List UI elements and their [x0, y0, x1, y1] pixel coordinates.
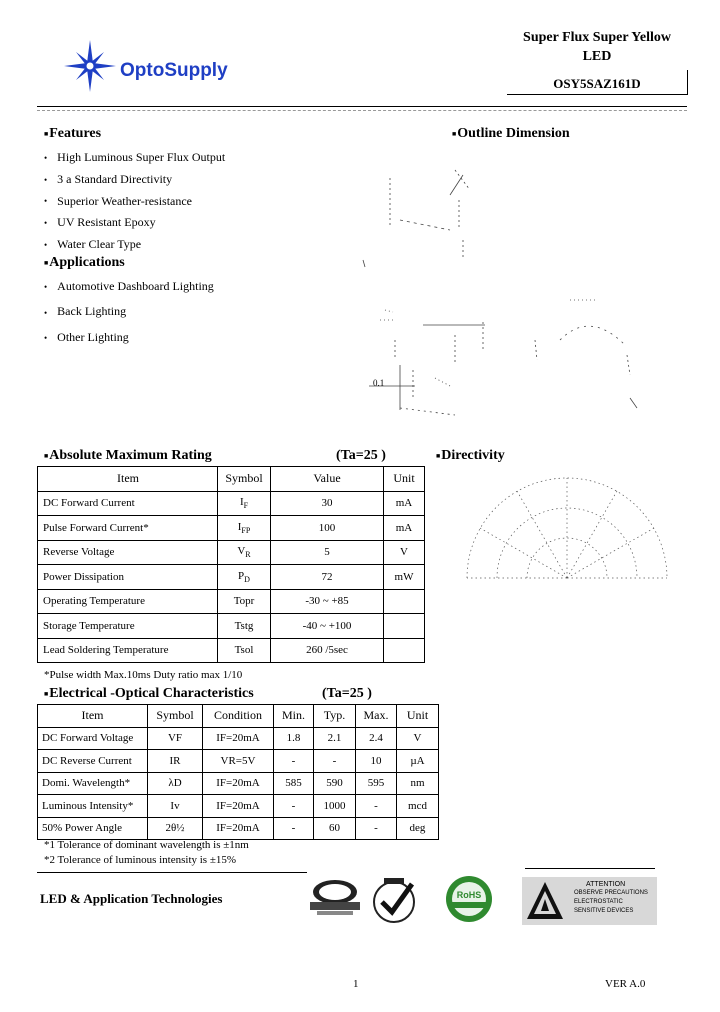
column-header: Unit [397, 705, 439, 728]
eoc-condition: (Ta=25 ) [322, 686, 372, 701]
table-cell: 72 [271, 565, 384, 590]
table-cell: Tsol [218, 638, 271, 663]
table-cell: mcd [397, 795, 439, 818]
table-row [38, 589, 425, 614]
eoc-notes [44, 838, 249, 868]
list-item: • Water Clear Type [44, 234, 225, 256]
table-cell: $P_D$ [218, 565, 271, 590]
table-cell: V [384, 540, 425, 565]
amr-note: *Pulse width Max.10ms Duty ratio max 1/10 [44, 669, 243, 681]
table-cell: deg [397, 817, 439, 840]
table-cell: Reverse Voltage [38, 540, 218, 565]
table-row [38, 565, 425, 590]
table-cell: Tstg [218, 614, 271, 639]
table-cell: Topr [218, 589, 271, 614]
list-item: • High Luminous Super Flux Output [44, 147, 225, 169]
rohs-logo [432, 874, 506, 924]
column-header: Unit [384, 467, 425, 492]
table-cell: DC Forward Voltage [38, 727, 148, 750]
table-row [38, 772, 439, 795]
table-cell: 1000 [314, 795, 356, 818]
doc-title [508, 28, 686, 66]
list-item: • UV Resistant Epoxy [44, 212, 225, 234]
tuv-cert-logo [305, 878, 365, 918]
table-cell: mW [384, 565, 425, 590]
table-cell: $I_F$ [218, 491, 271, 516]
title-line-2: LED [582, 49, 612, 64]
table-cell: 590 [314, 772, 356, 795]
table-cell: VF [148, 727, 203, 750]
outline-dimension-drawing [355, 160, 655, 425]
table-cell: V [397, 727, 439, 750]
amr-condition: (Ta=25 ) [336, 448, 386, 463]
table-cell: 60 [314, 817, 356, 840]
table-cell: - [274, 817, 314, 840]
column-header: Min. [274, 705, 314, 728]
table-cell: - [314, 750, 356, 773]
table-cell: IF=20mA [203, 817, 274, 840]
brand-logo [60, 36, 270, 96]
svg-text:RoHS: RoHS [456, 890, 482, 900]
table-cell [384, 638, 425, 663]
table-cell: 10 [356, 750, 397, 773]
directivity-chart [462, 470, 672, 585]
table-cell: mA [384, 491, 425, 516]
eoc-table [37, 704, 439, 840]
table-row [38, 750, 439, 773]
esd-warning-icon [525, 879, 565, 923]
table-cell [384, 589, 425, 614]
table-cell: - [356, 817, 397, 840]
amr-table [37, 466, 425, 663]
list-item: • Back Lighting [44, 299, 214, 324]
table-cell: - [356, 795, 397, 818]
table-cell: DC Reverse Current [38, 750, 148, 773]
table-cell: 2θ½ [148, 817, 203, 840]
esd-attention-box [522, 877, 657, 925]
amr-heading: ■ Absolute Maximum Rating [44, 448, 212, 464]
list-item: • Other Lighting [44, 325, 214, 350]
company-line: LED & Application Technologies [40, 891, 223, 906]
header-rule [37, 106, 687, 107]
outline-heading: ■ Outline Dimension [452, 126, 570, 142]
table-row [38, 817, 439, 840]
table-cell: 2.4 [356, 727, 397, 750]
table-row [38, 491, 425, 516]
table-header-row [38, 467, 425, 492]
note-line: *1 Tolerance of dominant wavelength is ±1nm [44, 839, 249, 851]
page-number: 1 [353, 978, 359, 990]
eoc-heading: ■ Electrical -Optical Characteristics [44, 686, 254, 702]
column-header: Symbol [218, 467, 271, 492]
table-cell: Power Dissipation [38, 565, 218, 590]
column-header: Item [38, 467, 218, 492]
table-cell: Iv [148, 795, 203, 818]
brand-name: OptoSupply [120, 60, 228, 81]
table-cell: 5 [271, 540, 384, 565]
note-line: *2 Tolerance of luminous intensity is ±15% [44, 854, 237, 866]
table-cell: λD [148, 772, 203, 795]
table-cell: - [274, 750, 314, 773]
esd-attention-text [574, 880, 648, 916]
column-header: Condition [203, 705, 274, 728]
table-cell: Domi. Wavelength* [38, 772, 148, 795]
column-header: Typ. [314, 705, 356, 728]
table-cell: - [274, 795, 314, 818]
column-header: Item [38, 705, 148, 728]
list-item: • Superior Weather-resistance [44, 191, 225, 213]
tuv-badge-icon [305, 878, 365, 918]
table-cell: IF=20mA [203, 727, 274, 750]
table-cell: Operating Temperature [38, 589, 218, 614]
footer-rule [37, 872, 307, 873]
table-cell: 260 /5sec [271, 638, 384, 663]
applications-list [44, 274, 214, 350]
features-heading: ■ Features [44, 126, 101, 142]
version-label: VER A.0 [605, 978, 646, 990]
features-list [44, 147, 225, 256]
table-cell: Pulse Forward Current* [38, 516, 218, 541]
table-cell: 1.8 [274, 727, 314, 750]
table-cell: mA [384, 516, 425, 541]
table-cell: 50% Power Angle [38, 817, 148, 840]
column-header: Value [271, 467, 384, 492]
table-cell: -40 ~ +100 [271, 614, 384, 639]
table-cell: 30 [271, 491, 384, 516]
quality-cert-logo [368, 876, 420, 924]
title-line-1: Super Flux Super Yellow [523, 30, 671, 45]
table-row [38, 638, 425, 663]
star-logo-icon [60, 36, 270, 96]
attention-line: SENSITIVE DEVICES [574, 908, 634, 914]
table-cell [384, 614, 425, 639]
dimension-label: 0.1 [373, 378, 385, 388]
table-cell: IF=20mA [203, 772, 274, 795]
table-cell: Lead Soldering Temperature [38, 638, 218, 663]
table-row [38, 795, 439, 818]
table-row [38, 540, 425, 565]
table-cell: µA [397, 750, 439, 773]
list-item: • 3 a Standard Directivity [44, 169, 225, 191]
table-cell: Storage Temperature [38, 614, 218, 639]
table-row [38, 727, 439, 750]
part-number: OSY5SAZ161D [553, 76, 641, 91]
table-cell: 2.1 [314, 727, 356, 750]
table-row [38, 516, 425, 541]
table-header-row [38, 705, 439, 728]
table-cell: Luminous Intensity* [38, 795, 148, 818]
applications-heading: ■ Applications [44, 255, 125, 271]
table-cell: 585 [274, 772, 314, 795]
outline-drawing [355, 160, 655, 425]
attention-line: OBSERVE PRECAUTIONS [574, 890, 648, 896]
list-item: • Automotive Dashboard Lighting [44, 274, 214, 299]
column-header: Symbol [148, 705, 203, 728]
rohs-badge-icon [432, 874, 506, 924]
table-cell: -30 ~ +85 [271, 589, 384, 614]
directivity-polar-plot [462, 470, 672, 585]
column-header: Max. [356, 705, 397, 728]
header-rule-dashed [37, 110, 687, 111]
table-cell: 595 [356, 772, 397, 795]
table-cell: IF=20mA [203, 795, 274, 818]
attention-line: ELECTROSTATIC [574, 899, 623, 905]
table-cell: $I_{FP}$ [218, 516, 271, 541]
footer-rule-right [525, 868, 655, 869]
table-cell: IR [148, 750, 203, 773]
table-cell: nm [397, 772, 439, 795]
table-cell: $V_R$ [218, 540, 271, 565]
directivity-heading: ■ Directivity [436, 448, 505, 464]
table-row [38, 614, 425, 639]
attention-title: ATTENTION [586, 881, 626, 888]
table-cell: 100 [271, 516, 384, 541]
check-badge-icon [368, 876, 420, 924]
table-cell: DC Forward Current [38, 491, 218, 516]
table-cell: VR=5V [203, 750, 274, 773]
